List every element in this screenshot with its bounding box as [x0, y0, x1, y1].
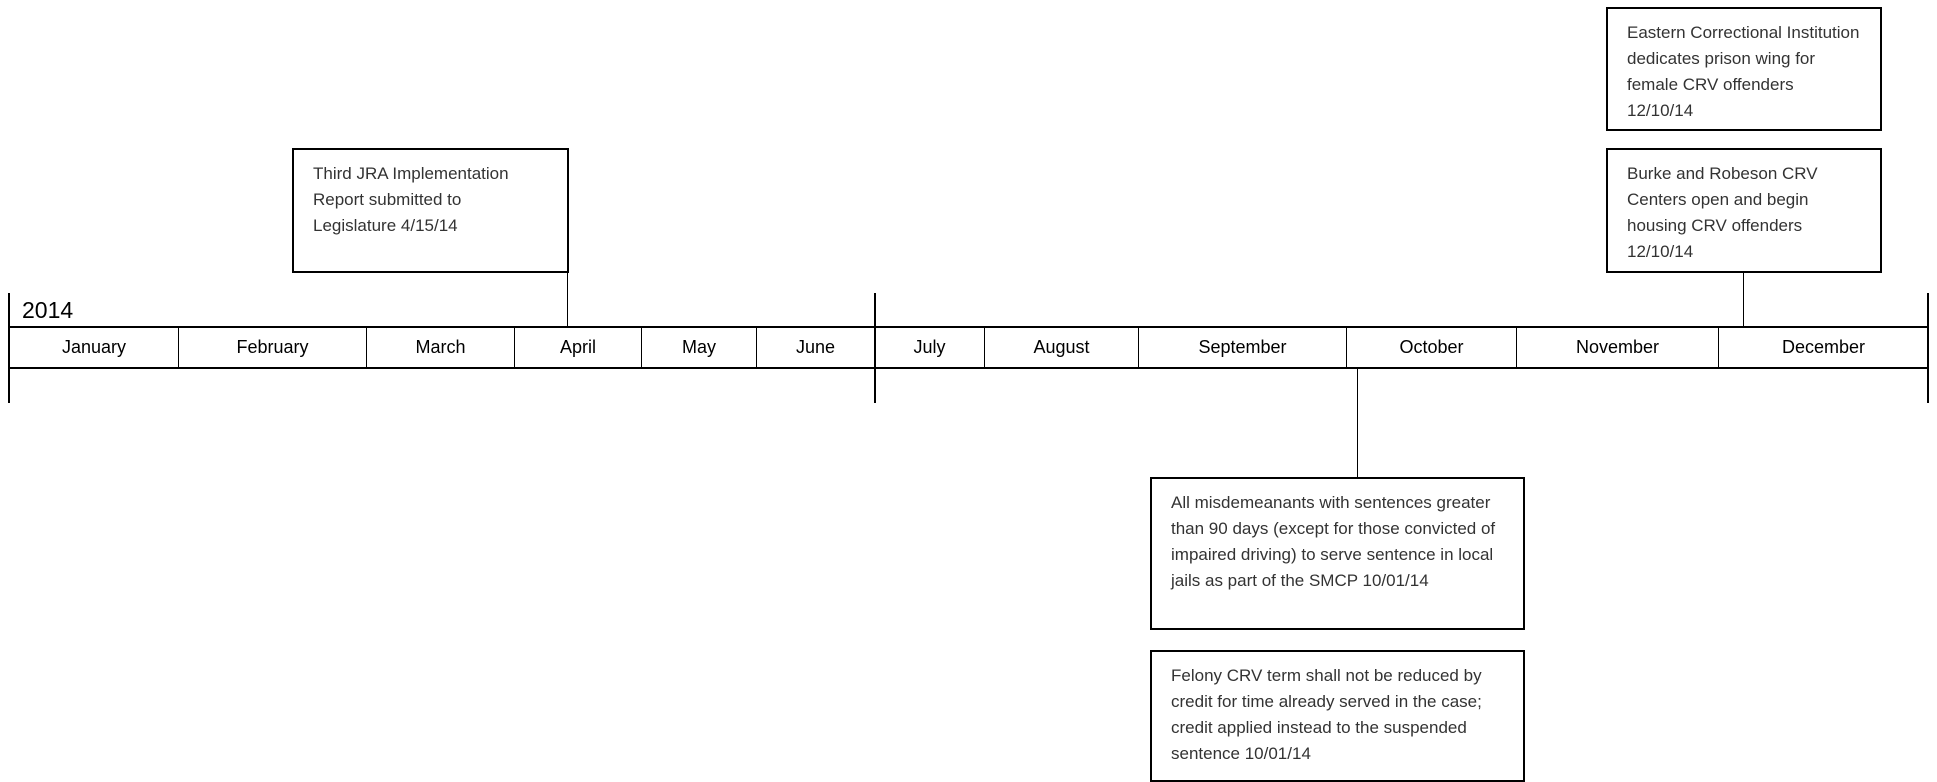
event-felony-crv-term: Felony CRV term shall not be reduced by credit for time already served in the case; credit applied instead to the suspended sentence 10/01/14: [1150, 650, 1525, 782]
month-february: [179, 326, 367, 368]
month-january: [9, 326, 179, 368]
event-eastern-correctional: Eastern Correctional Institution dedicates prison wing for female CRV offenders 12/10/14: [1606, 7, 1882, 131]
month-label: August: [1033, 336, 1090, 357]
event-jra-report: Third JRA Implementation Report submitted to Legislature 4/15/14: [292, 148, 569, 273]
month-label: January: [61, 336, 127, 357]
month-august: [985, 326, 1139, 368]
month-july: [875, 326, 985, 368]
month-label: May: [681, 336, 716, 357]
crv-centers-connector: [1743, 272, 1744, 327]
month-label: April: [559, 336, 596, 357]
month-label: June: [795, 336, 836, 357]
month-label: March: [415, 336, 466, 357]
event-burke-robeson-centers: Burke and Robeson CRV Centers open and begin housing CRV offenders 12/10/14: [1606, 148, 1882, 273]
month-label: October: [1399, 336, 1464, 357]
month-label: September: [1198, 336, 1287, 357]
month-label: December: [1781, 336, 1866, 357]
month-april: [515, 326, 642, 368]
month-label: February: [236, 336, 309, 357]
month-may: [642, 326, 757, 368]
month-september: [1139, 326, 1347, 368]
month-label: July: [913, 336, 946, 357]
jra-report-connector: [567, 272, 568, 327]
month-june: [757, 326, 875, 368]
month-label: November: [1575, 336, 1660, 357]
month-march: [367, 326, 515, 368]
month-december: [1719, 326, 1929, 368]
month-october: [1347, 326, 1517, 368]
year-label: 2014: [22, 297, 74, 323]
event-misdemeanants-smcp: All misdemeanants with sentences greater than 90 days (except for those convicted of impaired driving) to serve sentence in local jails as part of the SMCP 10/01/14: [1150, 477, 1525, 630]
month-row: [9, 326, 1929, 368]
month-november: [1517, 326, 1719, 368]
october-events-connector: [1357, 368, 1358, 478]
